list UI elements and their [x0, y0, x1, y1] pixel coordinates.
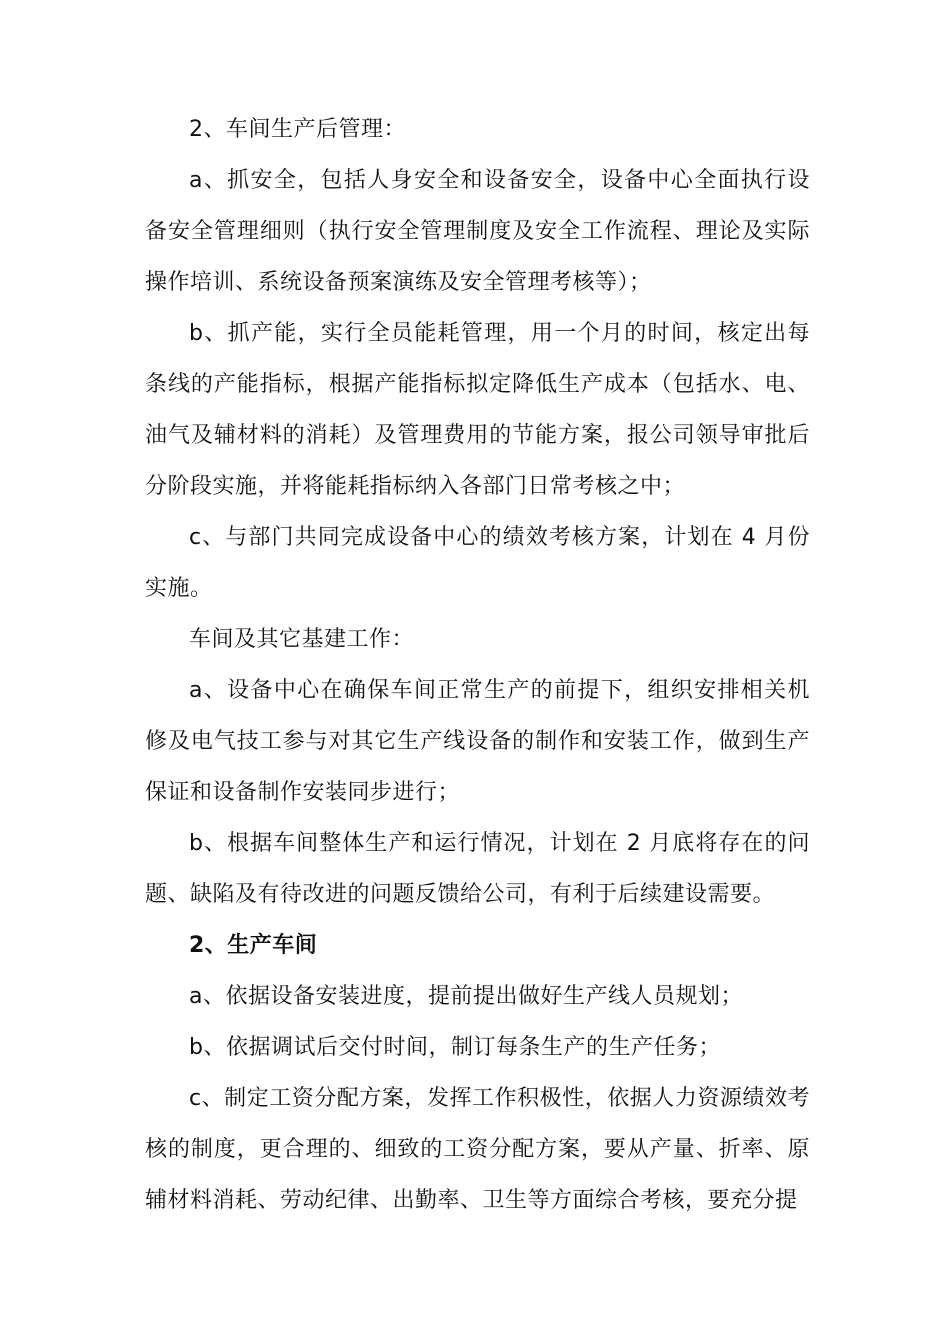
paragraph-capacity: b、抓产能，实行全员能耗管理，用一个月的时间，核定出每条线的产能指标，根据产能指标拟定降低生产成本（包括水、电、油气及辅材料的消耗）及管理费用的节能方案，报公司领导审批后分阶段实施，并将能耗指标纳入各部门日常考核之中；: [145, 321, 810, 499]
paragraph-performance-plan: c、与部门共同完成设备中心的绩效考核方案，计划在 4 月份实施。: [145, 525, 810, 601]
section-heading-production-workshop: 2、生产车间: [189, 933, 318, 958]
paragraph-feedback: b、根据车间整体生产和运行情况，计划在 2 月底将存在的问题、缺陷及有待改进的问题反馈给公司，有利于后续建设需要。: [145, 831, 810, 907]
paragraph-safety: a、抓安全，包括人身安全和设备安全，设备中心全面执行设备安全管理细则（执行安全管理制度及安全工作流程、理论及实际操作培训、系统设备预案演练及安全管理考核等）；: [145, 168, 810, 295]
paragraph-infrastructure-heading: 车间及其它基建工作：: [189, 627, 415, 652]
paragraph-wage-plan: c、制定工资分配方案，发挥工作积极性，依据人力资源绩效考核的制度，更合理的、细致的工资分配方案，要从产量、折率、原辅材料消耗、劳动纪律、出勤率、卫生等方面综合考核，要充分提: [145, 1086, 810, 1213]
paragraph-production-tasks: b、依据调试后交付时间，制订每条生产的生产任务；: [189, 1035, 721, 1060]
paragraph-workshop-post-production-heading: 2、车间生产后管理：: [189, 117, 406, 142]
paragraph-staff-planning: a、依据设备安装进度，提前提出做好生产线人员规划；: [189, 984, 743, 1009]
document-page: [145, 104, 810, 1226]
paragraph-equipment-install: a、设备中心在确保车间正常生产的前提下，组织安排相关机修及电气技工参与对其它生产线设备的制作和安装工作，做到生产保证和设备制作安装同步进行；: [145, 678, 810, 805]
